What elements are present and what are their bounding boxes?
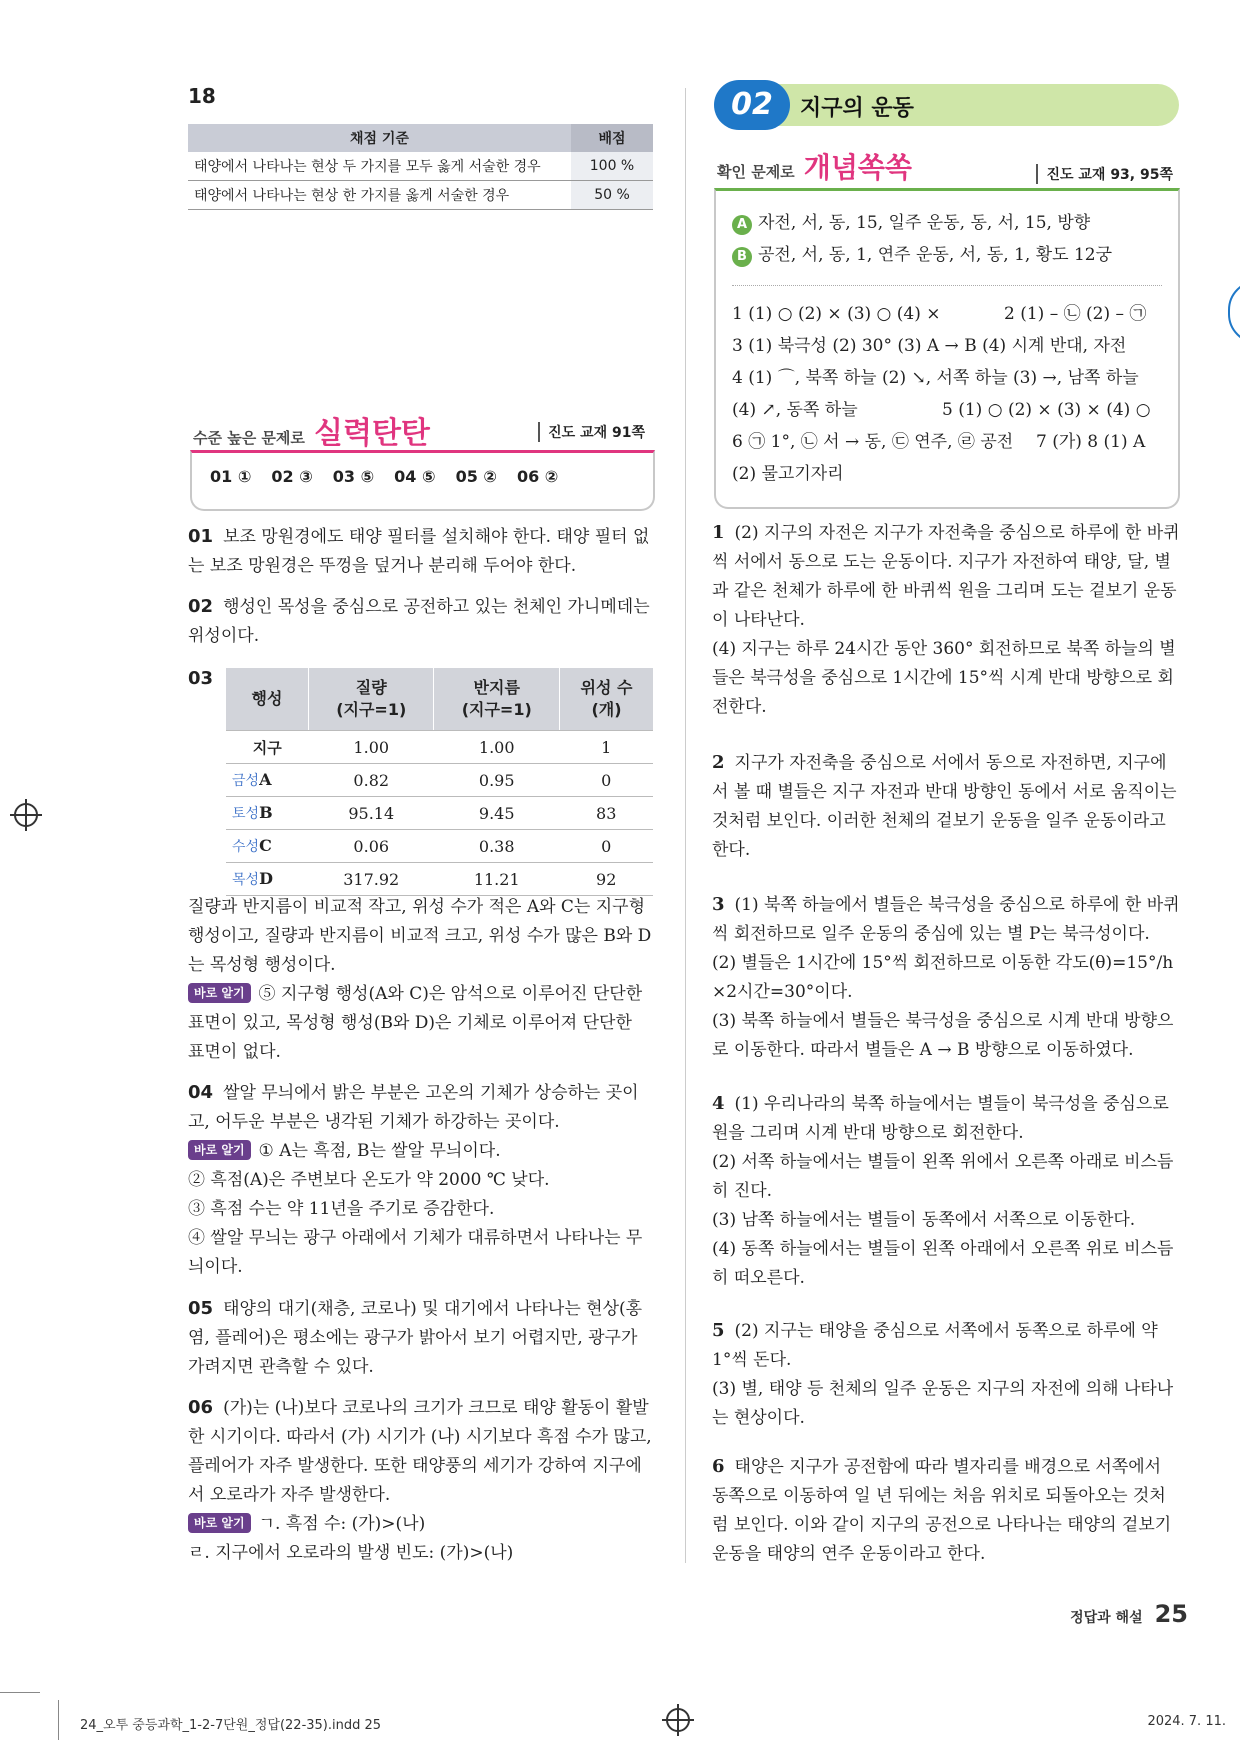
q05-text: 태양의 대기(채층, 코로나) 및 대기에서 나타나는 현상(홍염, 플레어)은 평소에는 광구가 밝아서 보기 어렵지만, 광구가 가려지면 관측할 수 있다.	[188, 1299, 643, 1377]
crop-mark	[58, 1700, 59, 1740]
registration-cross-icon	[662, 1719, 694, 1721]
q03-explanation	[188, 893, 653, 1067]
concept-b-row	[732, 239, 1178, 271]
planet-name	[226, 863, 309, 896]
e5-number: 5	[712, 1320, 725, 1341]
q03-number-label: 03	[188, 668, 214, 689]
q04-fix-3: ③ 흑점 수는 약 11년을 주기로 증감한다.	[188, 1199, 495, 1219]
planet-header-radius: 반지름 (지구=1)	[434, 668, 559, 731]
answer-key-item: 02 ③	[271, 467, 313, 486]
chapter-banner	[714, 80, 1179, 130]
explanation-q01	[188, 522, 653, 581]
planet-moons: 0	[559, 764, 653, 797]
grading-row	[188, 181, 653, 210]
section-ref: 진도 교재 93, 95쪽	[1036, 164, 1173, 184]
page-number: 25	[1154, 1600, 1188, 1628]
q06-number: 06	[188, 1397, 214, 1418]
badge-a: A	[732, 215, 752, 235]
planet-mass: 0.82	[309, 764, 434, 797]
planet-real-name: 목성	[232, 872, 260, 888]
q03-text: 질량과 반지름이 비교적 작고, 위성 수가 적은 A와 C는 지구형 행성이고, 질량과 반지름이 비교적 크고, 위성 수가 많은 B와 D는 목성형 행성이다.	[188, 897, 652, 975]
answer-left: (4) ↗, 동쪽 하늘	[732, 400, 858, 420]
planet-letter: C	[259, 836, 272, 855]
crop-mark	[0, 1692, 40, 1693]
planet-letter: A	[259, 770, 272, 789]
registration-mark-icon	[14, 803, 38, 827]
q04-text: 쌀알 무늬에서 밝은 부분은 고온의 기체가 상승하는 곳이고, 어두운 부분은 냉각된 기체가 하강하는 곳이다.	[188, 1083, 639, 1132]
side-tab-mark	[1228, 280, 1240, 344]
planet-mass: 95.14	[309, 797, 434, 830]
planet-radius: 0.95	[434, 764, 559, 797]
grading-criteria: 태양에서 나타나는 현상 한 가지를 옳게 서술한 경우	[188, 181, 571, 210]
explanation-q06	[188, 1393, 653, 1568]
planet-mass: 0.06	[309, 830, 434, 863]
answer-line	[732, 394, 1178, 426]
section-header-skill	[193, 408, 653, 451]
planet-real-name: 토성	[232, 806, 260, 822]
page-footer	[1070, 1600, 1188, 1628]
grading-score: 100 %	[571, 152, 653, 181]
concept-answer-list	[716, 286, 1178, 490]
q04-fix-1: ① A는 흑점, B는 쌀알 무늬이다.	[258, 1141, 501, 1161]
planet-row	[226, 830, 653, 863]
e5-p1: (2) 지구는 태양을 중심으로 서쪽에서 동쪽으로 하루에 약 1°씩 돈다.	[712, 1321, 1158, 1370]
grading-table	[188, 124, 653, 210]
e6-number: 6	[712, 1456, 725, 1477]
explanation-e4	[712, 1089, 1180, 1293]
explanation-e2	[712, 748, 1180, 865]
answer-left: (2) 물고기자리	[732, 464, 844, 484]
answer-key-item: 05 ②	[455, 467, 497, 486]
section-header-concept	[717, 146, 1179, 186]
grading-row	[188, 152, 653, 181]
registration-mark-icon	[666, 1708, 690, 1732]
planet-radius: 0.38	[434, 830, 559, 863]
e5-p2: (3) 별, 태양 등 천체의 일주 운동은 지구의 자전에 의해 나타나는 현상이다.	[712, 1379, 1174, 1428]
planet-row	[226, 731, 653, 764]
q03-fix: ⑤ 지구형 행성(A와 C)은 암석으로 이루어진 단단한 표면이 있고, 목성형 행성(B와 D)은 기체로 이루어져 단단한 표면이 없다.	[188, 984, 643, 1062]
planet-mass: 317.92	[309, 863, 434, 896]
planet-row	[226, 797, 653, 830]
answer-left: 3 (1) 북극성 (2) 30° (3) A → B (4) 시계 반대, 자전	[732, 336, 1127, 356]
concept-answer-box	[714, 188, 1180, 509]
q05-number: 05	[188, 1298, 214, 1319]
planet-moons: 0	[559, 830, 653, 863]
section-title: 실력탄탄	[313, 416, 430, 451]
e3-number: 3	[712, 894, 725, 915]
explanation-e3	[712, 890, 1180, 1065]
q06-text: (가)는 (나)보다 코로나의 크기가 크므로 태양 활동이 활발한 시기이다. 따라서 (가) 시기가 (나) 시기보다 흑점 수가 많고, 플레어가 자주 발생한다. 또한 태양풍의 세기가 강하여 지구에서 오로라가 자주 발생한다.	[188, 1398, 652, 1505]
answer-line	[732, 426, 1178, 458]
planet-real-name: 금성	[232, 773, 260, 789]
e2-p1: 지구가 자전축을 중심으로 서에서 동으로 자전하면, 지구에서 볼 때 별들은 지구 자전과 반대 방향인 동에서 서로 움직이는 것처럼 보인다. 이러한 천체의 겉보기 운동을 일주 운동이라고 한다.	[712, 753, 1177, 860]
answer-key-item: 01 ①	[210, 467, 252, 486]
chapter-number: 02	[731, 87, 773, 122]
q18-label: 18	[188, 84, 216, 108]
explanation-e1	[712, 518, 1180, 722]
column-divider	[685, 88, 686, 1563]
section-prefix: 확인 문제로	[717, 163, 795, 181]
answer-right: 2 (1) – ㉡ (2) – ㉠	[1004, 304, 1147, 324]
section-ref: 진도 교재 91쪽	[538, 422, 645, 442]
q04-fix-2: ② 흑점(A)은 주변보다 온도가 약 2000 ℃ 낮다.	[188, 1170, 550, 1190]
planet-row	[226, 764, 653, 797]
concept-summary	[716, 191, 1178, 271]
grading-header-criteria: 채점 기준	[188, 124, 571, 152]
concept-b-text: 공전, 서, 동, 1, 연주 운동, 서, 동, 1, 황도 12궁	[758, 245, 1113, 265]
e1-p1: (2) 지구의 자전은 지구가 자전축을 중심으로 하루에 한 바퀴씩 서에서 동으로 도는 운동이다. 지구가 자전하여 태양, 달, 별과 같은 천체가 하루에 한 바퀴씩 원을 그리며 도는 겉보기 운동이 나타난다.	[712, 523, 1180, 630]
planet-moons: 1	[559, 731, 653, 764]
e4-p1: (1) 우리나라의 북쪽 하늘에서는 별들이 북극성을 중심으로 원을 그리며 시계 반대 방향으로 회전한다.	[712, 1094, 1169, 1143]
e4-p3: (3) 남쪽 하늘에서는 별들이 동쪽에서 서쪽으로 이동한다.	[712, 1210, 1136, 1230]
q04-number: 04	[188, 1082, 214, 1103]
planet-header-row	[226, 668, 653, 731]
grading-criteria: 태양에서 나타나는 현상 두 가지를 모두 옳게 서술한 경우	[188, 152, 571, 181]
answer-left: 6 ㉠ 1°, ㉡ 서 → 동, ㉢ 연주, ㉣ 공전	[732, 432, 1014, 452]
planet-header-moons: 위성 수 (개)	[559, 668, 653, 731]
planet-letter: D	[259, 869, 273, 888]
answer-line	[732, 298, 1178, 330]
planet-mass: 1.00	[309, 731, 434, 764]
q02-number: 02	[188, 596, 214, 617]
print-slug-file: 24_오투 중등과학_1-2-7단원_정답(22-35).indd 25	[80, 1718, 382, 1733]
explanation-e6	[712, 1452, 1180, 1569]
q18-number	[188, 84, 653, 108]
q01-number: 01	[188, 526, 214, 547]
planet-table	[226, 668, 653, 896]
fix-tag: 바로 알기	[188, 1140, 251, 1160]
e2-number: 2	[712, 752, 725, 773]
grading-header-score: 배점	[571, 124, 653, 152]
grading-header-row	[188, 124, 653, 152]
explanation-e5	[712, 1316, 1180, 1433]
answer-key-item: 04 ⑤	[394, 467, 436, 486]
planet-header-mass: 질량 (지구=1)	[309, 668, 434, 731]
e4-p2: (2) 서쪽 하늘에서는 별들이 왼쪽 위에서 오른쪽 아래로 비스듬히 진다.	[712, 1152, 1174, 1201]
planet-name	[226, 764, 309, 797]
answer-key-item: 03 ⑤	[332, 467, 375, 486]
concept-a-row	[732, 207, 1178, 239]
badge-b: B	[732, 247, 752, 267]
planet-radius: 11.21	[434, 863, 559, 896]
e6-p1: 태양은 지구가 공전함에 따라 별자리를 배경으로 서쪽에서 동쪽으로 이동하여 일 년 뒤에는 처음 위치로 되돌아오는 것처럼 보인다. 이와 같이 지구의 공전으로 나타나는 태양의 겉보기 운동을 태양의 연주 운동이라고 한다.	[712, 1457, 1172, 1564]
footer-label: 정답과 해설	[1070, 1610, 1143, 1626]
answer-left: 4 (1) ⌒, 북쪽 하늘 (2) ↘, 서쪽 하늘 (3) →, 남쪽 하늘	[732, 368, 1139, 388]
planet-name	[226, 830, 309, 863]
explanation-q04	[188, 1078, 653, 1282]
e1-p2: (4) 지구는 하루 24시간 동안 360° 회전하므로 북쪽 하늘의 별들은 북극성을 중심으로 1시간에 15°씩 시계 반대 방향으로 회전한다.	[712, 639, 1176, 717]
planet-name	[226, 797, 309, 830]
answer-line	[732, 362, 1178, 394]
q06-fix-1: ㄱ. 흑점 수: (가)>(나)	[258, 1514, 426, 1534]
answer-left: 1 (1) ○ (2) × (3) ○ (4) ×	[732, 304, 941, 324]
grading-score: 50 %	[571, 181, 653, 210]
planet-radius: 1.00	[434, 731, 559, 764]
answer-right: 7 (가) 8 (1) A	[1036, 432, 1146, 452]
explanation-q02	[188, 592, 653, 651]
answer-key-item: 06 ②	[516, 467, 559, 486]
q02-text: 행성인 목성을 중심으로 공전하고 있는 천체인 가니메데는 위성이다.	[188, 597, 650, 646]
q06-fix-2: ㄹ. 지구에서 오로라의 발생 빈도: (가)>(나)	[188, 1543, 514, 1563]
explanation-q05	[188, 1294, 653, 1382]
planet-moons: 92	[559, 863, 653, 896]
planet-letter: B	[259, 803, 273, 822]
answer-right: 5 (1) ○ (2) × (3) × (4) ○	[942, 400, 1151, 420]
answer-key-list	[192, 453, 653, 486]
q04-fix-4: ④ 쌀알 무늬는 광구 아래에서 기체가 대류하면서 나타나는 무늬이다.	[188, 1228, 643, 1277]
print-slug-date: 2024. 7. 11.	[1147, 1714, 1226, 1729]
section-prefix: 수준 높은 문제로	[193, 429, 305, 447]
e3-p3: (3) 북쪽 하늘에서 별들은 북극성을 중심으로 시계 반대 방향으로 이동한다. 따라서 별들은 A → B 방향으로 이동하였다.	[712, 1011, 1174, 1060]
concept-a-text: 자전, 서, 동, 15, 일주 운동, 동, 서, 15, 방향	[758, 213, 1091, 233]
e4-number: 4	[712, 1093, 725, 1114]
answer-key-box	[190, 450, 655, 511]
planet-moons: 83	[559, 797, 653, 830]
e4-p4: (4) 동쪽 하늘에서는 별들이 왼쪽 아래에서 오른쪽 위로 비스듬히 떠오른다.	[712, 1239, 1174, 1288]
e1-number: 1	[712, 522, 725, 543]
e3-p2: (2) 별들은 1시간에 15°씩 회전하므로 이동한 각도(θ)=15°/h ×2시간=30°이다.	[712, 953, 1174, 1002]
fix-tag: 바로 알기	[188, 1513, 251, 1533]
planet-radius: 9.45	[434, 797, 559, 830]
planet-row	[226, 863, 653, 896]
planet-header-name: 행성	[226, 668, 309, 731]
answer-line	[732, 458, 1178, 490]
q03-number	[188, 668, 223, 689]
q01-text: 보조 망원경에도 태양 필터를 설치해야 한다. 태양 필터 없는 보조 망원경은 뚜껑을 덮거나 분리해 두어야 한다.	[188, 527, 650, 576]
e3-p1: (1) 북쪽 하늘에서 별들은 북극성을 중심으로 하루에 한 바퀴씩 회전하므로 일주 운동의 중심에 있는 별 P는 북극성이다.	[712, 895, 1180, 944]
answer-line	[732, 330, 1178, 362]
registration-cross-icon	[10, 814, 42, 816]
planet-real-name: 수성	[232, 839, 260, 855]
fix-tag: 바로 알기	[188, 983, 251, 1003]
chapter-badge	[714, 80, 790, 130]
chapter-title: 지구의 운동	[800, 96, 914, 121]
section-title: 개념쏙쏙	[803, 151, 912, 184]
planet-name: 지구	[226, 731, 309, 764]
